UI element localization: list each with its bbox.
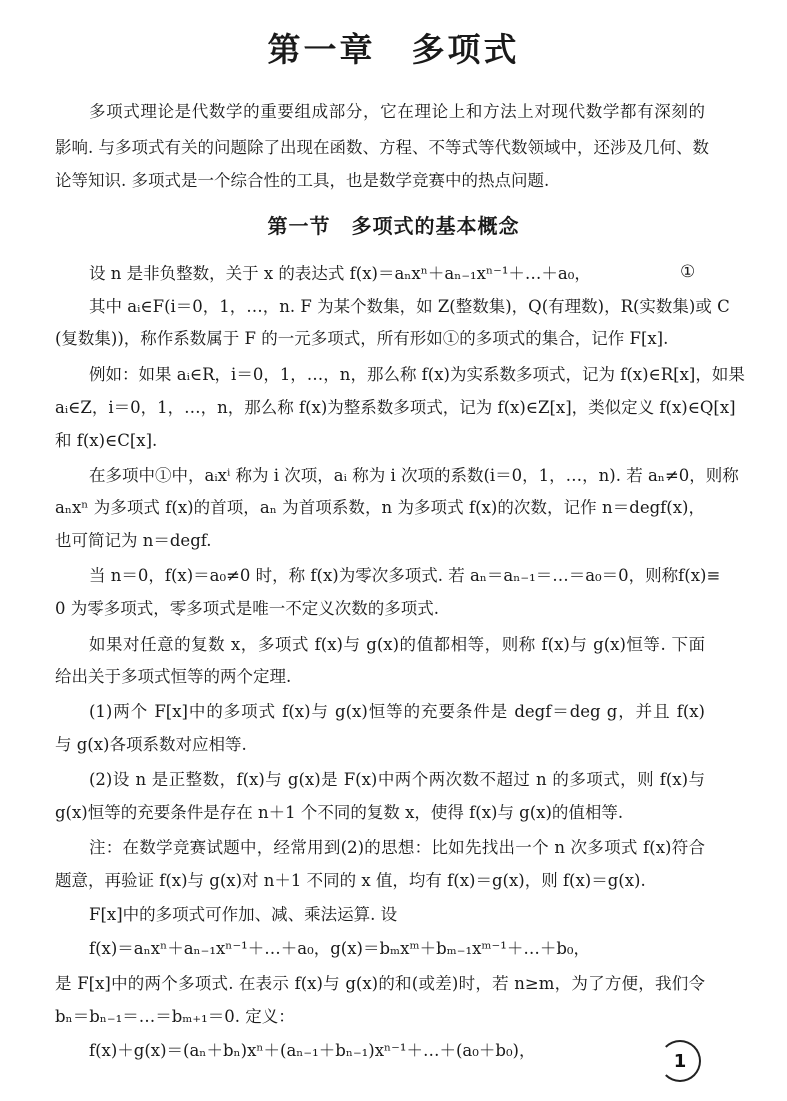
body-line: 其中 aᵢ∈F(i＝0，1，…，n. F 为某个数集，如 Z(整数集)，Q(有理数)，R(实数集)或 C [89,297,730,316]
note-line-2: 题意，再验证 f(x)与 g(x)对 n＋1 不同的 x 值，均有 f(x)＝g(x)，则 f(x)＝g(x). [55,871,646,890]
intro-line-1: 多项式理论是代数学的重要组成部分，它在理论上和方法上对现代数学都有深刻的 [89,102,705,121]
intro-line-3: 论等知识. 多项式是一个综合性的工具，也是数学竞赛中的热点问题. [55,171,550,190]
definition-formula: 设 n 是非负整数，关于 x 的表达式 f(x)＝aₙxⁿ＋aₙ₋₁xⁿ⁻¹＋…＋a₀， [89,264,591,283]
body-line: 如果对任意的复数 x，多项式 f(x)与 g(x)的值都相等，则称 f(x)与 g(x)恒等. 下面 [89,635,705,654]
body-line: aᵢ∈Z，i＝0，1，…，n，那么称 f(x)为整系数多项式，记为 f(x)∈Z[x]，类似定义 f(x)∈Q[x] [55,398,736,417]
page-number: 1 [659,1040,701,1082]
body-line: F[x]中的多项式可作加、减、乘法运算. 设 [89,905,398,924]
section-title: 第一节 多项式的基本概念 [267,214,520,238]
body-line: aₙxⁿ 为多项式 f(x)的首项，aₙ 为首项系数，n 为多项式 f(x)的次数，记作 n＝degf(x)， [55,498,705,517]
sum-formula: f(x)＋g(x)＝(aₙ＋bₙ)xⁿ＋(aₙ₋₁＋bₙ₋₁)xⁿ⁻¹＋…＋(a₀＋b₀)， [89,1041,536,1060]
body-line: 0 为零多项式，零多项式是唯一不定义次数的多项式. [55,599,439,618]
theorem-1-line-2: 与 g(x)各项系数对应相等. [55,735,247,754]
body-line: 和 f(x)∈C[x]. [55,431,158,450]
note-line-1: 注：在数学竞赛试题中，经常用到(2)的思想：比如先找出一个 n 次多项式 f(x)符合 [89,838,705,857]
polynomials-formula: f(x)＝aₙxⁿ＋aₙ₋₁xⁿ⁻¹＋…＋a₀，g(x)＝bₘxᵐ＋bₘ₋₁xᵐ⁻¹＋…＋b₀， [89,939,591,958]
chapter-title: 第一章 多项式 [267,30,520,69]
theorem-1-line-1: (1)两个 F[x]中的多项式 f(x)与 g(x)恒等的充要条件是 degf＝deg g，并且 f(x) [89,702,705,721]
body-line: 例如：如果 aᵢ∈R，i＝0，1，…，n，那么称 f(x)为实系数多项式，记为 f(x)∈R[x]，如果 [89,365,745,384]
equation-marker: ① [680,262,696,282]
body-line: 在多项中①中，aᵢxⁱ 称为 i 次项，aᵢ 称为 i 次项的系数(i＝0，1，…，n). 若 aₙ≠0，则称 [89,466,739,485]
body-line: 也可简记为 n＝degf. [55,531,212,550]
body-line: bₙ＝bₙ₋₁＝…＝bₘ₊₁＝0. 定义： [55,1007,295,1026]
body-line: 是 F[x]中的两个多项式. 在表示 f(x)与 g(x)的和(或差)时，若 n≥m，为了方便，我们令 [55,974,705,993]
body-line: 给出关于多项式恒等的两个定理. [55,667,292,686]
theorem-2-line-1: (2)设 n 是正整数，f(x)与 g(x)是 F(x)中两个两次数不超过 n 的多项式，则 f(x)与 [89,770,705,789]
theorem-2-line-2: g(x)恒等的充要条件是存在 n＋1 个不同的复数 x，使得 f(x)与 g(x)的值相等. [55,803,624,822]
intro-line-2: 影响. 与多项式有关的问题除了出现在函数、方程、不等式等代数领域中，还涉及几何、数 [55,138,709,157]
body-line: (复数集))，称作系数属于 F 的一元多项式，所有形如①的多项式的集合，记作 F[x]. [55,329,669,348]
body-line: 当 n＝0，f(x)＝a₀≠0 时，称 f(x)为零次多项式. 若 aₙ＝aₙ₋₁＝…＝a₀＝0，则称f(x)≡ [89,566,721,585]
